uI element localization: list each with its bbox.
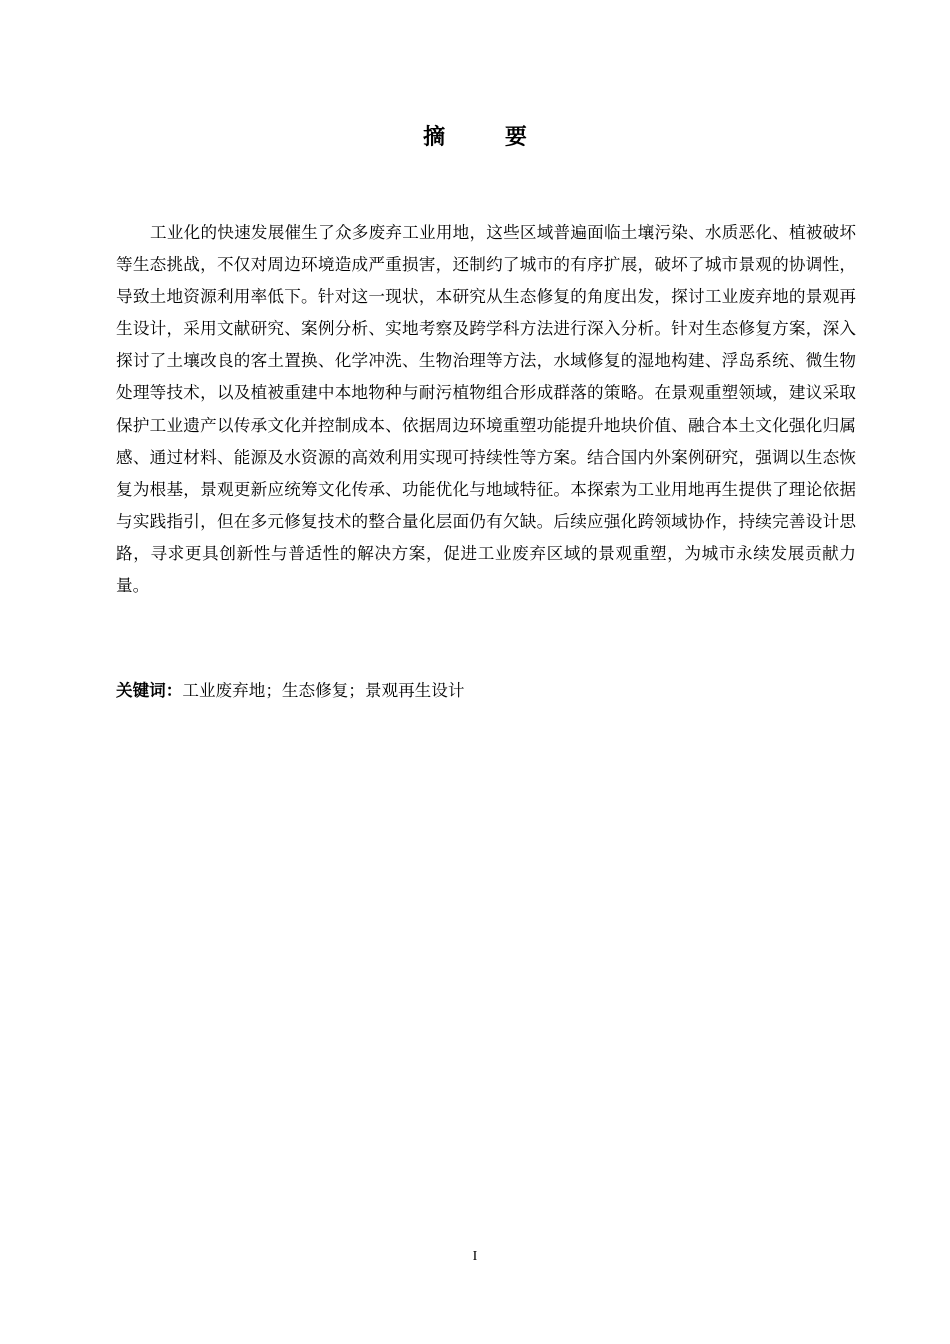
keywords-list: 工业废弃地；生态修复；景观再生设计	[182, 681, 465, 700]
abstract-title: 摘 要	[423, 125, 553, 150]
keywords-label: 关键词：	[116, 681, 183, 700]
abstract-paragraph: 工业化的快速发展催生了众多废弃工业用地，这些区域普遍面临土壤污染、水质恶化、植被破坏等生态挑战，不仅对周边环境造成严重损害，还制约了城市的有序扩展，破坏了城市景观的协调性，导致土地资源利用率低下。针对这一现状，本研究从生态修复的角度出发，探讨工业废弃地的景观再生设计，采用文献研究、案例分析、实地考察及跨学科方法进行深入分析。针对生态修复方案，深入探讨了土壤改良的客土置换、化学冲洗、生物治理等方法，水域修复的湿地构建、浮岛系统、微生物处理等技术，以及植被重建中本地物种与耐污植物组合形成群落的策略。在景观重塑领域，建议采取保护工业遗产以传承文化并控制成本、依据周边环境重塑功能提升地块价值、融合本土文化强化归属感、通过材料、能源及水资源的高效利用实现可持续性等方案。结合国内外案例研究，强调以生态恢复为根基，景观更新应统筹文化传承、功能优化与地域特征。本探索为工业用地再生提供了理论依据与实践指引，但在多元修复技术的整合量化层面仍有欠缺。后续应强化跨领域协作，持续完善设计思路，寻求更具创新性与普适性的解决方案，促进工业废弃区域的景观重塑，为城市永续发展贡献力量。	[116, 223, 856, 596]
page-number: I	[472, 1249, 478, 1264]
keywords-line	[116, 676, 856, 706]
